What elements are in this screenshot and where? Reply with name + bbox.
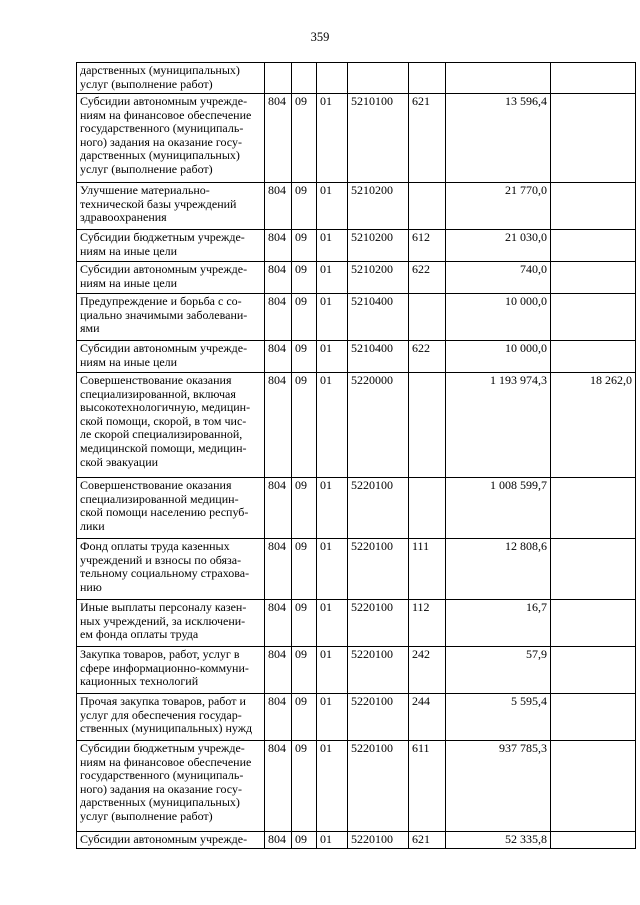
target-article-cell: 5210200: [348, 230, 409, 262]
extra-amount-cell: [551, 600, 636, 647]
amount-cell: 10 000,0: [446, 294, 551, 341]
extra-amount-cell: [551, 183, 636, 230]
extra-amount-cell: [551, 741, 636, 832]
target-article-cell: 5210200: [348, 262, 409, 294]
extra-amount-cell: 18 262,0: [551, 373, 636, 478]
item-name-cell: Совершенствование оказания специализированной медицин- ской помощи населению респуб- лики: [77, 478, 265, 539]
subsection-code-cell: 01: [317, 341, 348, 373]
amount-cell: 21 030,0: [446, 230, 551, 262]
amount-cell: 1 193 974,3: [446, 373, 551, 478]
ministry-code-cell: 804: [265, 832, 292, 849]
section-code-cell: 09: [292, 832, 317, 849]
subsection-code-cell: 01: [317, 478, 348, 539]
table-row: [77, 63, 636, 94]
section-code-cell: 09: [292, 341, 317, 373]
section-code-cell: 09: [292, 600, 317, 647]
extra-amount-cell: [551, 539, 636, 600]
ministry-code-cell: 804: [265, 230, 292, 262]
section-code-cell: 09: [292, 294, 317, 341]
subsection-code-cell: 01: [317, 600, 348, 647]
amount-cell: 10 000,0: [446, 341, 551, 373]
item-name-cell: Иные выплаты персоналу казен- ных учреждений, за исключени- ем фонда оплаты труда: [77, 600, 265, 647]
section-code-cell: 09: [292, 373, 317, 478]
target-article-cell: 5220100: [348, 478, 409, 539]
subsection-code-cell: 01: [317, 647, 348, 694]
expense-type-cell: 611: [409, 741, 446, 832]
item-name-cell: Субсидии бюджетным учрежде- ниям на финансовое обеспечение государственного (муниципаль- ного) задания на оказание госу- дарственных (муниципальных) услуг (выполнение работ): [77, 741, 265, 832]
section-code-cell: 09: [292, 694, 317, 741]
extra-amount-cell: [551, 230, 636, 262]
subsection-code-cell: 01: [317, 694, 348, 741]
subsection-code-cell: [317, 63, 348, 94]
section-code-cell: 09: [292, 741, 317, 832]
target-article-cell: [348, 63, 409, 94]
table-row: [77, 478, 636, 539]
ministry-code-cell: 804: [265, 478, 292, 539]
target-article-cell: 5220100: [348, 832, 409, 849]
expense-type-cell: 621: [409, 832, 446, 849]
subsection-code-cell: 01: [317, 230, 348, 262]
amount-cell: 1 008 599,7: [446, 478, 551, 539]
table-row: [77, 600, 636, 647]
extra-amount-cell: [551, 478, 636, 539]
item-name-cell: Прочая закупка товаров, работ и услуг для обеспечения государ- ственных (муниципальных) нужд: [77, 694, 265, 741]
ministry-code-cell: 804: [265, 694, 292, 741]
expense-type-cell: [409, 373, 446, 478]
table-row: [77, 341, 636, 373]
subsection-code-cell: 01: [317, 539, 348, 600]
item-name-cell: Субсидии бюджетным учрежде- ниям на иные цели: [77, 230, 265, 262]
target-article-cell: 5210200: [348, 183, 409, 230]
ministry-code-cell: 804: [265, 647, 292, 694]
section-code-cell: 09: [292, 230, 317, 262]
table-row: [77, 94, 636, 183]
subsection-code-cell: 01: [317, 294, 348, 341]
amount-cell: 740,0: [446, 262, 551, 294]
section-code-cell: 09: [292, 539, 317, 600]
subsection-code-cell: 01: [317, 741, 348, 832]
item-name-cell: Субсидии автономным учрежде- ниям на иные цели: [77, 262, 265, 294]
target-article-cell: 5220100: [348, 600, 409, 647]
table-body: [77, 63, 636, 849]
amount-cell: 21 770,0: [446, 183, 551, 230]
item-name-cell: Субсидии автономным учрежде-: [77, 832, 265, 849]
item-name-cell: дарственных (муниципальных) услуг (выполнение работ): [77, 63, 265, 94]
expense-type-cell: [409, 294, 446, 341]
page-number: 359: [310, 30, 330, 44]
amount-cell: [446, 63, 551, 94]
expense-type-cell: 242: [409, 647, 446, 694]
table-row: [77, 647, 636, 694]
amount-cell: 13 596,4: [446, 94, 551, 183]
extra-amount-cell: [551, 294, 636, 341]
section-code-cell: 09: [292, 262, 317, 294]
section-code-cell: 09: [292, 183, 317, 230]
expense-type-cell: [409, 63, 446, 94]
ministry-code-cell: 804: [265, 183, 292, 230]
ministry-code-cell: 804: [265, 741, 292, 832]
ministry-code-cell: [265, 63, 292, 94]
item-name-cell: Улучшение материально- технической базы учреждений здравоохранения: [77, 183, 265, 230]
ministry-code-cell: 804: [265, 539, 292, 600]
subsection-code-cell: 01: [317, 183, 348, 230]
ministry-code-cell: 804: [265, 341, 292, 373]
table-row: [77, 262, 636, 294]
amount-cell: 12 808,6: [446, 539, 551, 600]
ministry-code-cell: 804: [265, 262, 292, 294]
table-row: [77, 294, 636, 341]
item-name-cell: Субсидии автономным учрежде- ниям на финансовое обеспечение государственного (муниципаль- ного) задания на оказание госу- дарственных (муниципальных) услуг (выполнение работ): [77, 94, 265, 183]
amount-cell: 937 785,3: [446, 741, 551, 832]
target-article-cell: 5220100: [348, 741, 409, 832]
target-article-cell: 5220100: [348, 694, 409, 741]
expense-type-cell: [409, 183, 446, 230]
expense-type-cell: 622: [409, 341, 446, 373]
expense-type-cell: 112: [409, 600, 446, 647]
extra-amount-cell: [551, 647, 636, 694]
subsection-code-cell: 01: [317, 373, 348, 478]
section-code-cell: 09: [292, 647, 317, 694]
target-article-cell: 5210400: [348, 341, 409, 373]
table-row: [77, 373, 636, 478]
expense-type-cell: 622: [409, 262, 446, 294]
target-article-cell: 5210100: [348, 94, 409, 183]
expense-type-cell: 111: [409, 539, 446, 600]
extra-amount-cell: [551, 694, 636, 741]
extra-amount-cell: [551, 63, 636, 94]
section-code-cell: [292, 63, 317, 94]
item-name-cell: Совершенствование оказания специализированной, включая высокотехнологичную, медицин- ской помощи, скорой, в том чис- ле скорой специализированной, медицинской помощи, медицин- ской эвакуации: [77, 373, 265, 478]
table-row: [77, 183, 636, 230]
budget-table: [76, 62, 636, 849]
target-article-cell: 5220100: [348, 539, 409, 600]
subsection-code-cell: 01: [317, 262, 348, 294]
subsection-code-cell: 01: [317, 832, 348, 849]
ministry-code-cell: 804: [265, 600, 292, 647]
expense-type-cell: 621: [409, 94, 446, 183]
table-row: [77, 694, 636, 741]
item-name-cell: Закупка товаров, работ, услуг в сфере информационно-коммуни- кационных технологий: [77, 647, 265, 694]
table-row: [77, 832, 636, 849]
table-row: [77, 230, 636, 262]
subsection-code-cell: 01: [317, 94, 348, 183]
item-name-cell: Субсидии автономным учрежде- ниям на иные цели: [77, 341, 265, 373]
ministry-code-cell: 804: [265, 373, 292, 478]
extra-amount-cell: [551, 341, 636, 373]
amount-cell: 5 595,4: [446, 694, 551, 741]
amount-cell: 57,9: [446, 647, 551, 694]
target-article-cell: 5220100: [348, 647, 409, 694]
expense-type-cell: 612: [409, 230, 446, 262]
expense-type-cell: 244: [409, 694, 446, 741]
amount-cell: 16,7: [446, 600, 551, 647]
table-row: [77, 539, 636, 600]
extra-amount-cell: [551, 94, 636, 183]
expense-type-cell: [409, 478, 446, 539]
amount-cell: 52 335,8: [446, 832, 551, 849]
target-article-cell: 5220000: [348, 373, 409, 478]
extra-amount-cell: [551, 262, 636, 294]
extra-amount-cell: [551, 832, 636, 849]
ministry-code-cell: 804: [265, 94, 292, 183]
item-name-cell: Фонд оплаты труда казенных учреждений и взносы по обяза- тельному социальному страхова- нию: [77, 539, 265, 600]
target-article-cell: 5210400: [348, 294, 409, 341]
table-row: [77, 741, 636, 832]
section-code-cell: 09: [292, 94, 317, 183]
ministry-code-cell: 804: [265, 294, 292, 341]
section-code-cell: 09: [292, 478, 317, 539]
item-name-cell: Предупреждение и борьба с со- циально значимыми заболевани- ями: [77, 294, 265, 341]
